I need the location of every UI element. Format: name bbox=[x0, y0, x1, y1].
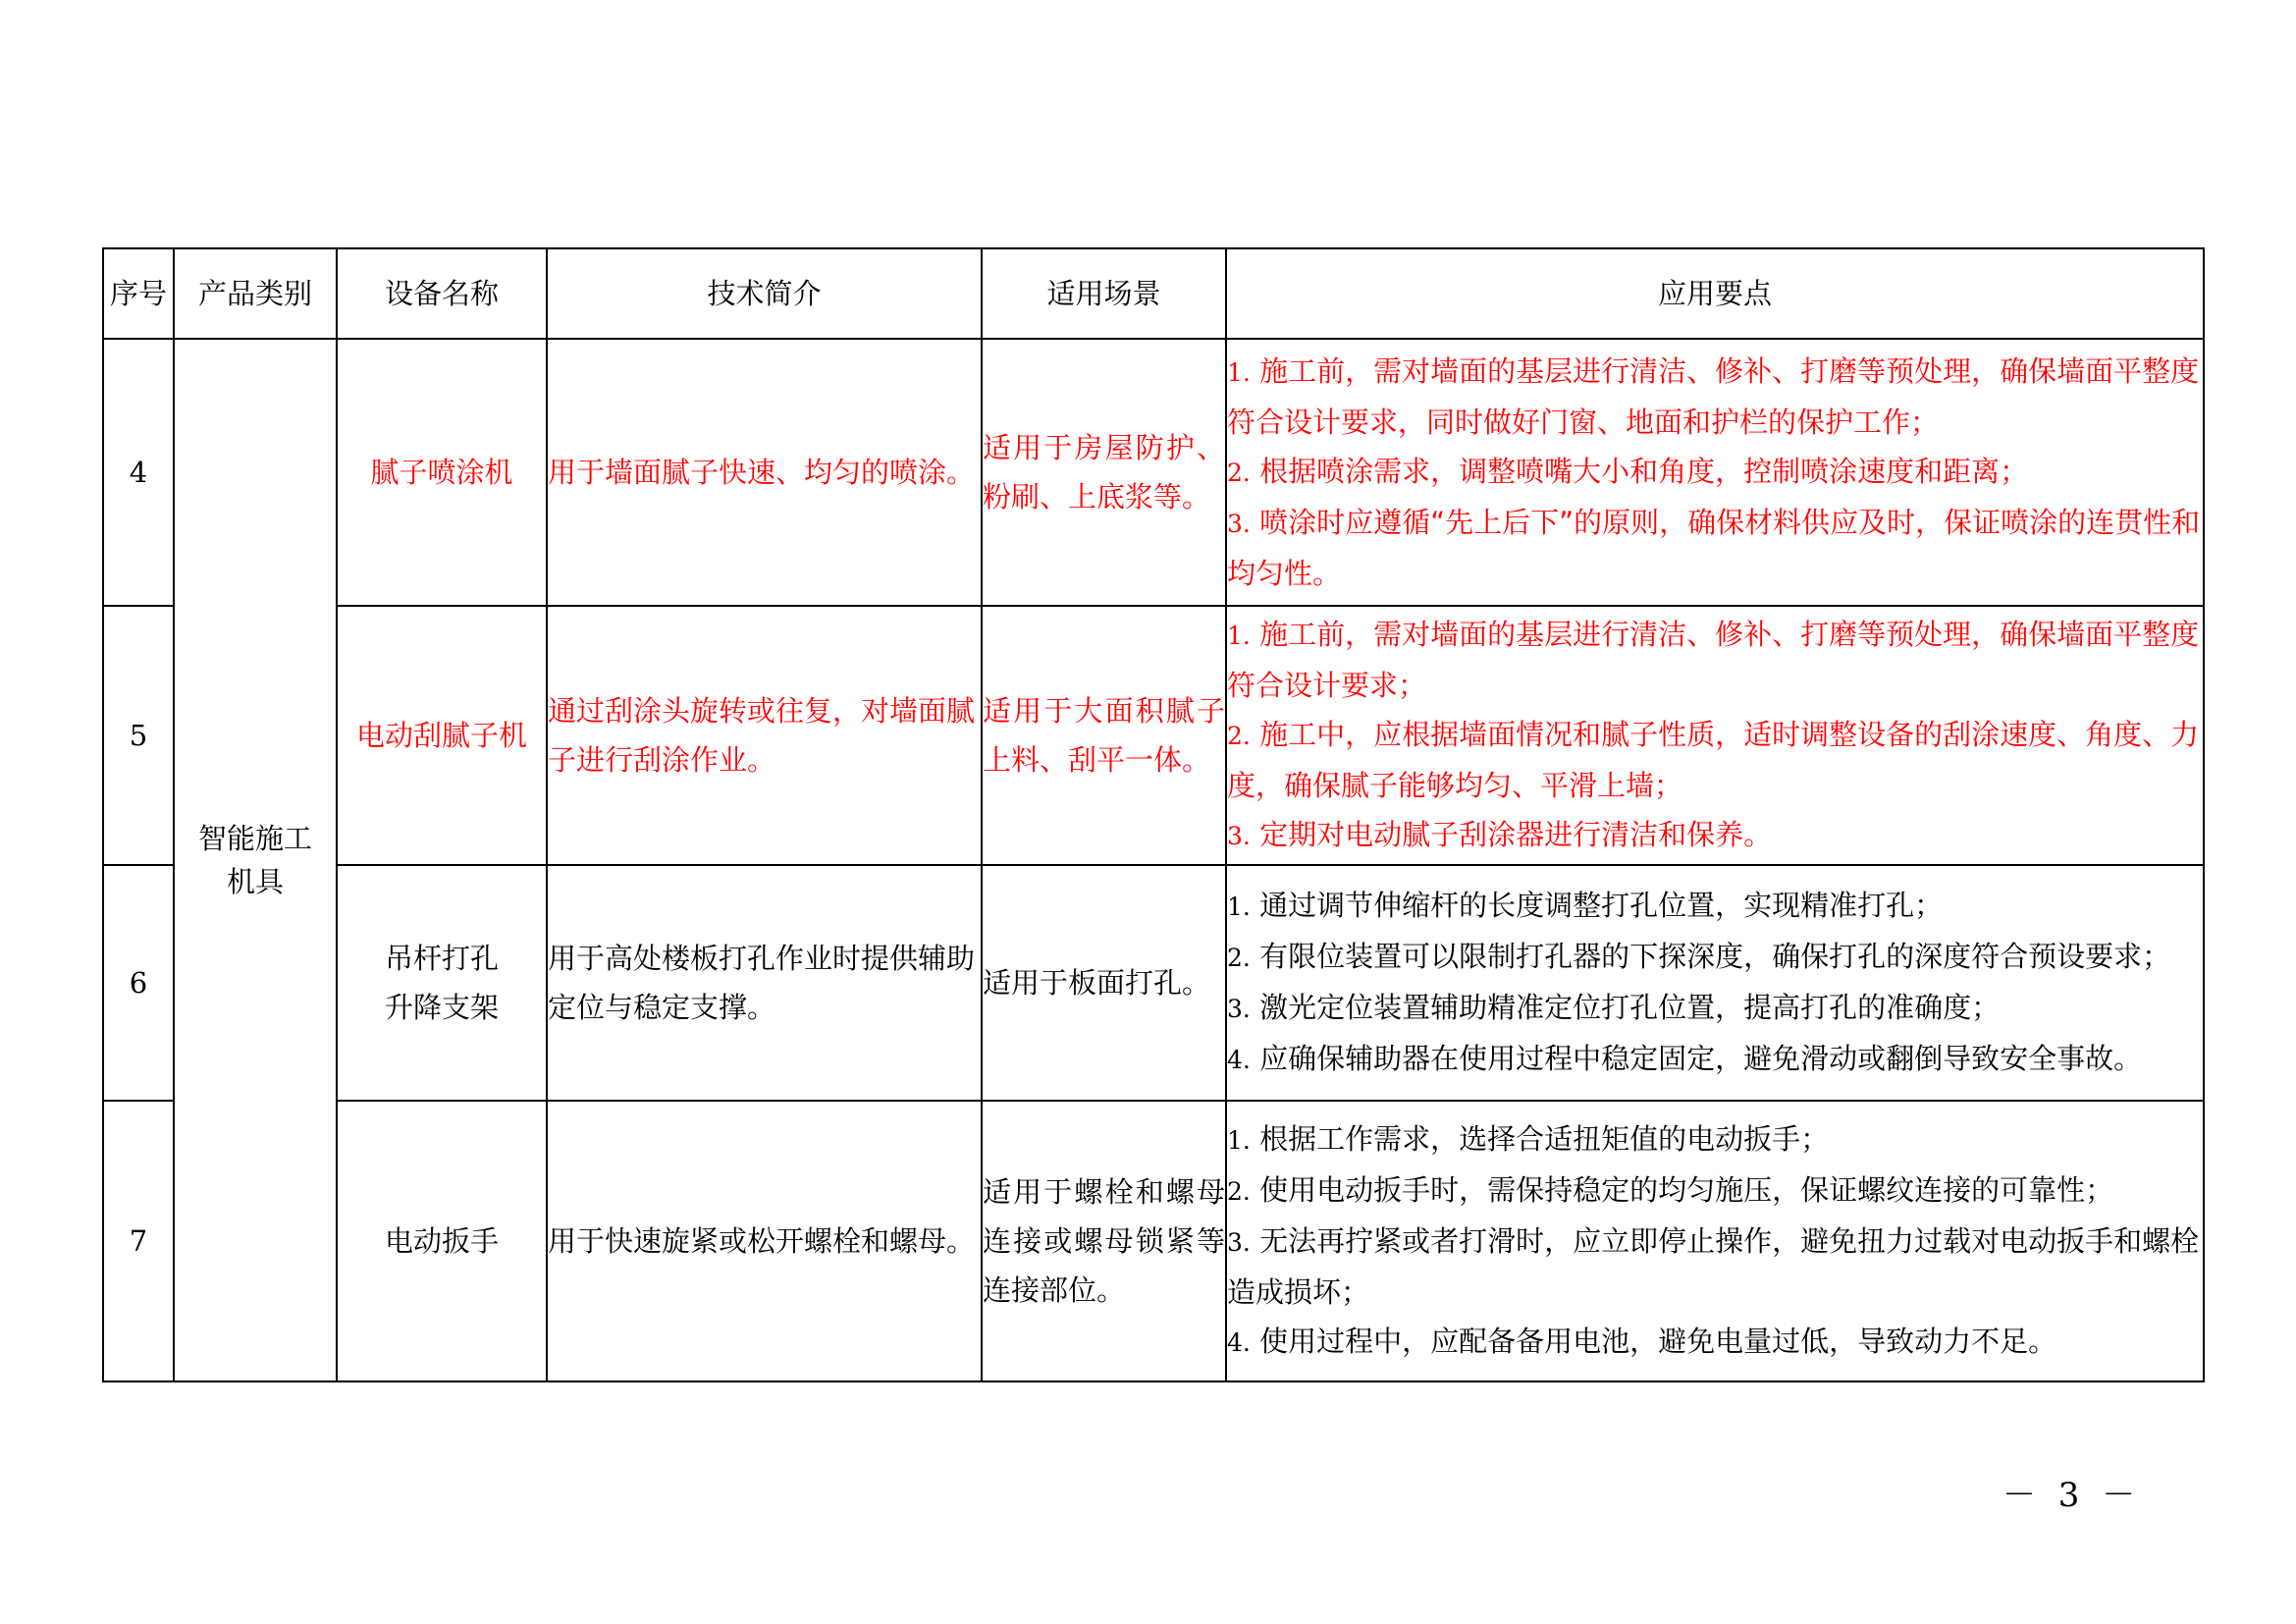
application-scenario: 适用于房屋防护、粉刷、上底浆等。 bbox=[982, 339, 1226, 606]
device-name: 腻子喷涂机 bbox=[337, 339, 547, 606]
page-number: － 3 － bbox=[2002, 1476, 2142, 1515]
key-points bbox=[1226, 339, 2204, 606]
header-device-name: 设备名称 bbox=[337, 248, 547, 339]
point-item: 4. 使用过程中，应配备备用电池，避免电量过低，导致动力不足。 bbox=[1227, 1325, 2057, 1358]
point-item: 1. 施工前，需对墙面的基层进行清洁、修补、打磨等预处理，确保墙面平整度符合设计要求； bbox=[1227, 618, 2200, 702]
table-row bbox=[103, 339, 2204, 606]
tech-description: 用于墙面腻子快速、均匀的喷涂。 bbox=[547, 339, 982, 606]
table-row bbox=[103, 1101, 2204, 1381]
header-row bbox=[103, 248, 2204, 339]
tech-description: 用于快速旋紧或松开螺栓和螺母。 bbox=[547, 1101, 982, 1381]
key-points bbox=[1226, 606, 2204, 865]
row-number: 7 bbox=[103, 1101, 174, 1381]
point-item: 4. 应确保辅助器在使用过程中稳定固定，避免滑动或翻倒导致安全事故。 bbox=[1227, 1042, 2143, 1075]
application-scenario: 适用于大面积腻子上料、刮平一体。 bbox=[982, 606, 1226, 865]
header-scenario: 适用场景 bbox=[982, 248, 1226, 339]
application-scenario: 适用于板面打孔。 bbox=[982, 865, 1226, 1101]
table-row bbox=[103, 865, 2204, 1101]
header-category: 产品类别 bbox=[174, 248, 337, 339]
row-number: 4 bbox=[103, 339, 174, 606]
point-item: 2. 施工中，应根据墙面情况和腻子性质，适时调整设备的刮涂速度、角度、力度，确保腻子能够均匀、平滑上墙； bbox=[1227, 718, 2200, 802]
key-points bbox=[1226, 865, 2204, 1101]
point-item: 2. 使用电动扳手时，需保持稳定的均匀施压，保证螺纹连接的可靠性； bbox=[1227, 1173, 2114, 1207]
point-item: 3. 喷涂时应遵循“先上后下”的原则，确保材料供应及时，保证喷涂的连贯性和均匀性。 bbox=[1227, 506, 2201, 590]
point-item: 1. 施工前，需对墙面的基层进行清洁、修补、打磨等预处理，确保墙面平整度符合设计要求，同时做好门窗、地面和护栏的保护工作； bbox=[1227, 354, 2200, 439]
product-category: 智能施工机具 bbox=[174, 339, 337, 1381]
device-name: 吊杆打孔升降支架 bbox=[337, 865, 547, 1101]
tech-description: 通过刮涂头旋转或往复，对墙面腻子进行刮涂作业。 bbox=[547, 606, 982, 865]
point-item: 3. 定期对电动腻子刮涂器进行清洁和保养。 bbox=[1227, 818, 1773, 851]
key-points bbox=[1226, 1101, 2204, 1381]
header-seq: 序号 bbox=[103, 248, 174, 339]
header-key-points: 应用要点 bbox=[1226, 248, 2204, 339]
tech-description: 用于高处楼板打孔作业时提供辅助定位与稳定支撑。 bbox=[547, 865, 982, 1101]
row-number: 6 bbox=[103, 865, 174, 1101]
device-name: 电动刮腻子机 bbox=[337, 606, 547, 865]
application-scenario: 适用于螺栓和螺母连接或螺母锁紧等连接部位。 bbox=[982, 1101, 1226, 1381]
point-item: 1. 通过调节伸缩杆的长度调整打孔位置，实现精准打孔； bbox=[1227, 889, 1944, 922]
point-item: 2. 有限位装置可以限制打孔器的下探深度，确保打孔的深度符合预设要求； bbox=[1227, 940, 2171, 973]
point-item: 3. 无法再拧紧或者打滑时，应立即停止操作，避免扭力过载对电动扳手和螺栓造成损坏； bbox=[1227, 1224, 2200, 1309]
point-item: 2. 根据喷涂需求，调整喷嘴大小和角度，控制喷涂速度和距离； bbox=[1227, 455, 2029, 488]
point-item: 1. 根据工作需求，选择合适扭矩值的电动扳手； bbox=[1227, 1122, 1830, 1156]
device-name: 电动扳手 bbox=[337, 1101, 547, 1381]
equipment-table bbox=[102, 247, 2205, 1382]
table-row bbox=[103, 606, 2204, 865]
header-tech-intro: 技术简介 bbox=[547, 248, 982, 339]
row-number: 5 bbox=[103, 606, 174, 865]
point-item: 3. 激光定位装置辅助精准定位打孔位置，提高打孔的准确度； bbox=[1227, 991, 2001, 1024]
